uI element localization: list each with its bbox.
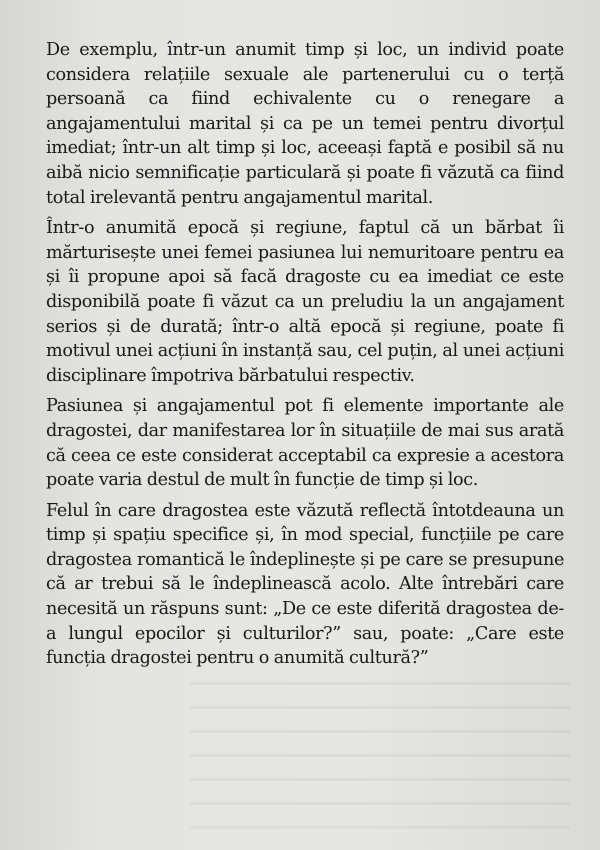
- paragraph-2: Într-o anumită epocă și regiune, faptul că un bărbat îi mărturisește unei femei pasiunea lui nemuritoare pentru ea și îi propune apoi să facă dragoste cu ea imediat ce este disponibilă poate fi văzut ca un preludiu la un angajament serios și de durată; într-o altă epocă și regiune, poate fi motivul unei acțiuni în instanță sau, cel puțin, al unei acțiuni disciplinare împotriva bărbatului respectiv.: [46, 218, 564, 386]
- paragraph-1: De exemplu, într-un anumit timp și loc, un individ poate considera relațiile sexuale ale partenerului cu o terță persoană ca fiind echivalente cu o renegare a angajamentului marital și ca pe un temei pentru divorțul imediat; într-un alt timp și loc, aceeași faptă e posibil să nu aibă nicio semnificație particulară și poate fi văzută ca fiind total irelevantă pentru angajamentul marital.: [46, 40, 564, 208]
- paragraph-3: Pasiunea și angajamentul pot fi elemente importante ale dragostei, dar manifestarea lor în situațiile de mai sus arată că ceea ce este considerat acceptabil ca expresie a acestora poate varia destul de mult în funcție de timp și loc.: [46, 396, 564, 491]
- body-text: [46, 38, 564, 671]
- paragraph-4: Felul în care dragostea este văzută reflectă întotdeauna un timp și spațiu specifice și, în mod special, funcțiile pe care dragostea romantică le îndeplinește și pe care se presupune că ar trebui să le îndeplinească acolo. Alte întrebări care necesită un răspuns sunt: „De ce este diferită dragostea de-a lungul epocilor și culturilor?” sau, poate: „Care este funcția dragostei pentru o anumită cultură?”: [46, 500, 564, 669]
- show-through-texture: [190, 668, 570, 828]
